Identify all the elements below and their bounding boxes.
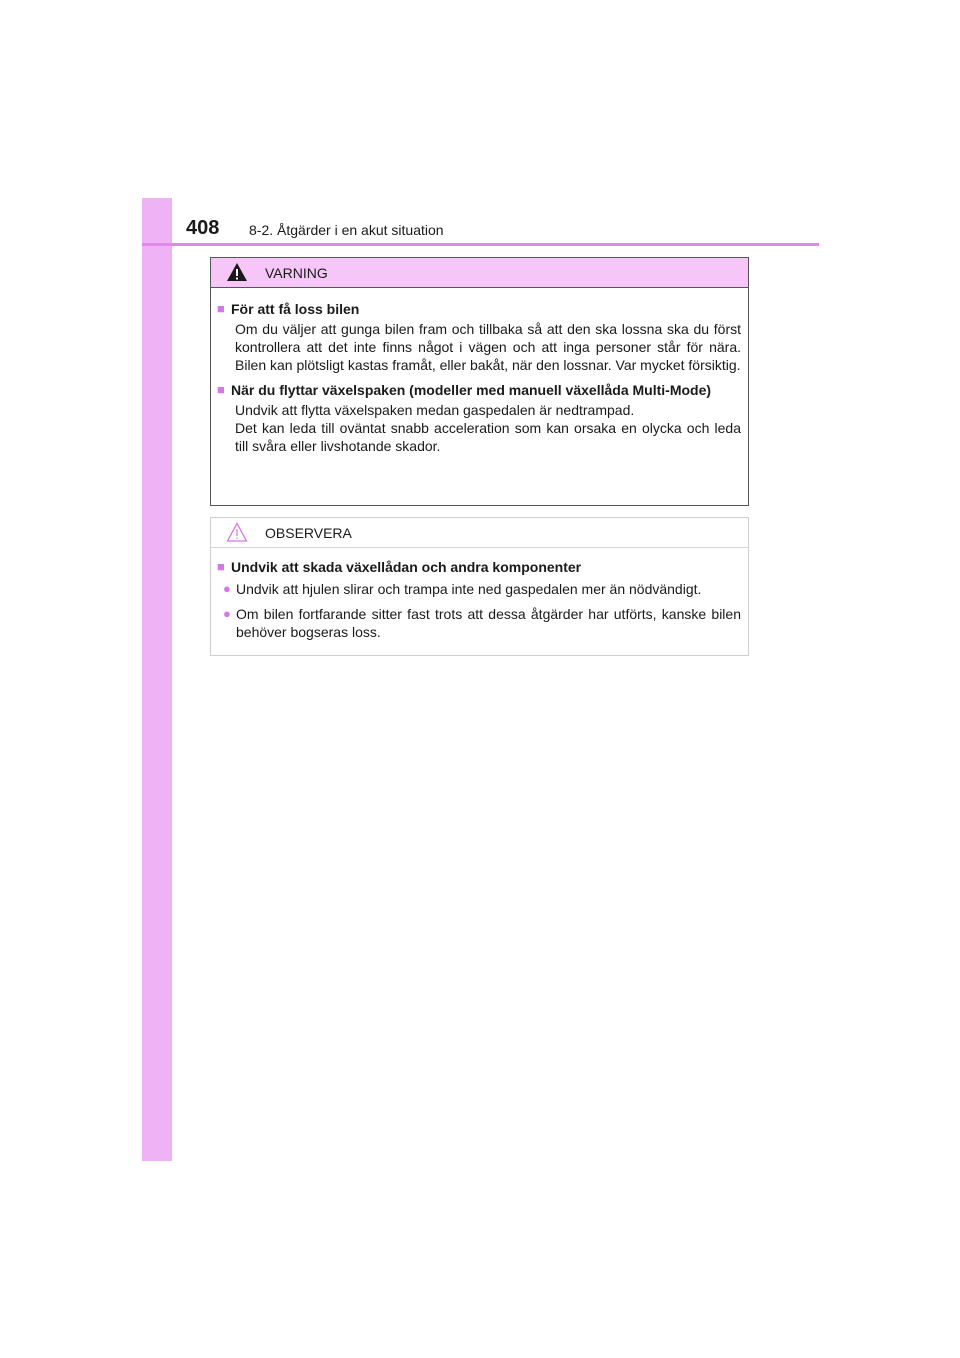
notice-box — [210, 517, 749, 656]
warning-item-text: Om du väljer att gunga bilen fram och tillbaka så att den ska lossna ska du först kontrollera att det inte finns något i vägen och att inga personer står för nära. Bilen kan plötsligt kastas framåt, eller bakåt, när den lossnar. Var mycket försiktig. — [235, 321, 741, 373]
notice-heading: Undvik att skada växellådan och andra komponenter — [231, 559, 582, 575]
square-bullet-icon: ■ — [217, 382, 225, 397]
square-bullet-icon: ■ — [217, 559, 225, 574]
warning-item-text: Undvik att flytta växelspaken medan gaspedalen är nedtrampad. — [235, 402, 635, 418]
notice-bullet-text: Undvik att hjulen slirar och trampa inte ned gaspedalen mer än nödvändigt. — [236, 581, 702, 597]
warning-triangle-icon — [226, 262, 248, 282]
side-strip — [142, 198, 172, 1161]
circle-bullet-icon: ● — [223, 606, 231, 621]
square-bullet-icon: ■ — [217, 301, 225, 316]
warning-title: VARNING — [265, 264, 328, 281]
page-number: 408 — [186, 217, 220, 239]
header-divider — [142, 243, 819, 246]
circle-bullet-icon: ● — [223, 581, 231, 596]
warning-item-text: Det kan leda till oväntat snabb acceleration som kan orsaka en olycka och leda till svåra eller livshotande skador. — [235, 420, 741, 454]
warning-item — [217, 381, 741, 455]
warning-body — [211, 288, 748, 455]
notice-body — [211, 548, 748, 641]
warning-header — [211, 258, 748, 288]
warning-item-heading: För att få loss bilen — [231, 301, 360, 317]
section-title: 8-2. Åtgärder i en akut situation — [249, 222, 444, 238]
warning-box — [210, 257, 749, 506]
warning-item-heading: När du flyttar växelspaken (modeller med manuell växellåda Multi-Mode) — [231, 382, 712, 398]
notice-title: OBSERVERA — [265, 524, 352, 541]
notice-bullet-text: Om bilen fortfarande sitter fast trots att dessa åtgärder har utförts, kanske bilen behöver bogseras loss. — [236, 606, 741, 640]
list-item — [217, 605, 741, 641]
caution-triangle-icon — [226, 522, 248, 542]
list-item — [217, 580, 741, 598]
notice-header — [211, 518, 748, 548]
warning-item — [217, 300, 741, 374]
